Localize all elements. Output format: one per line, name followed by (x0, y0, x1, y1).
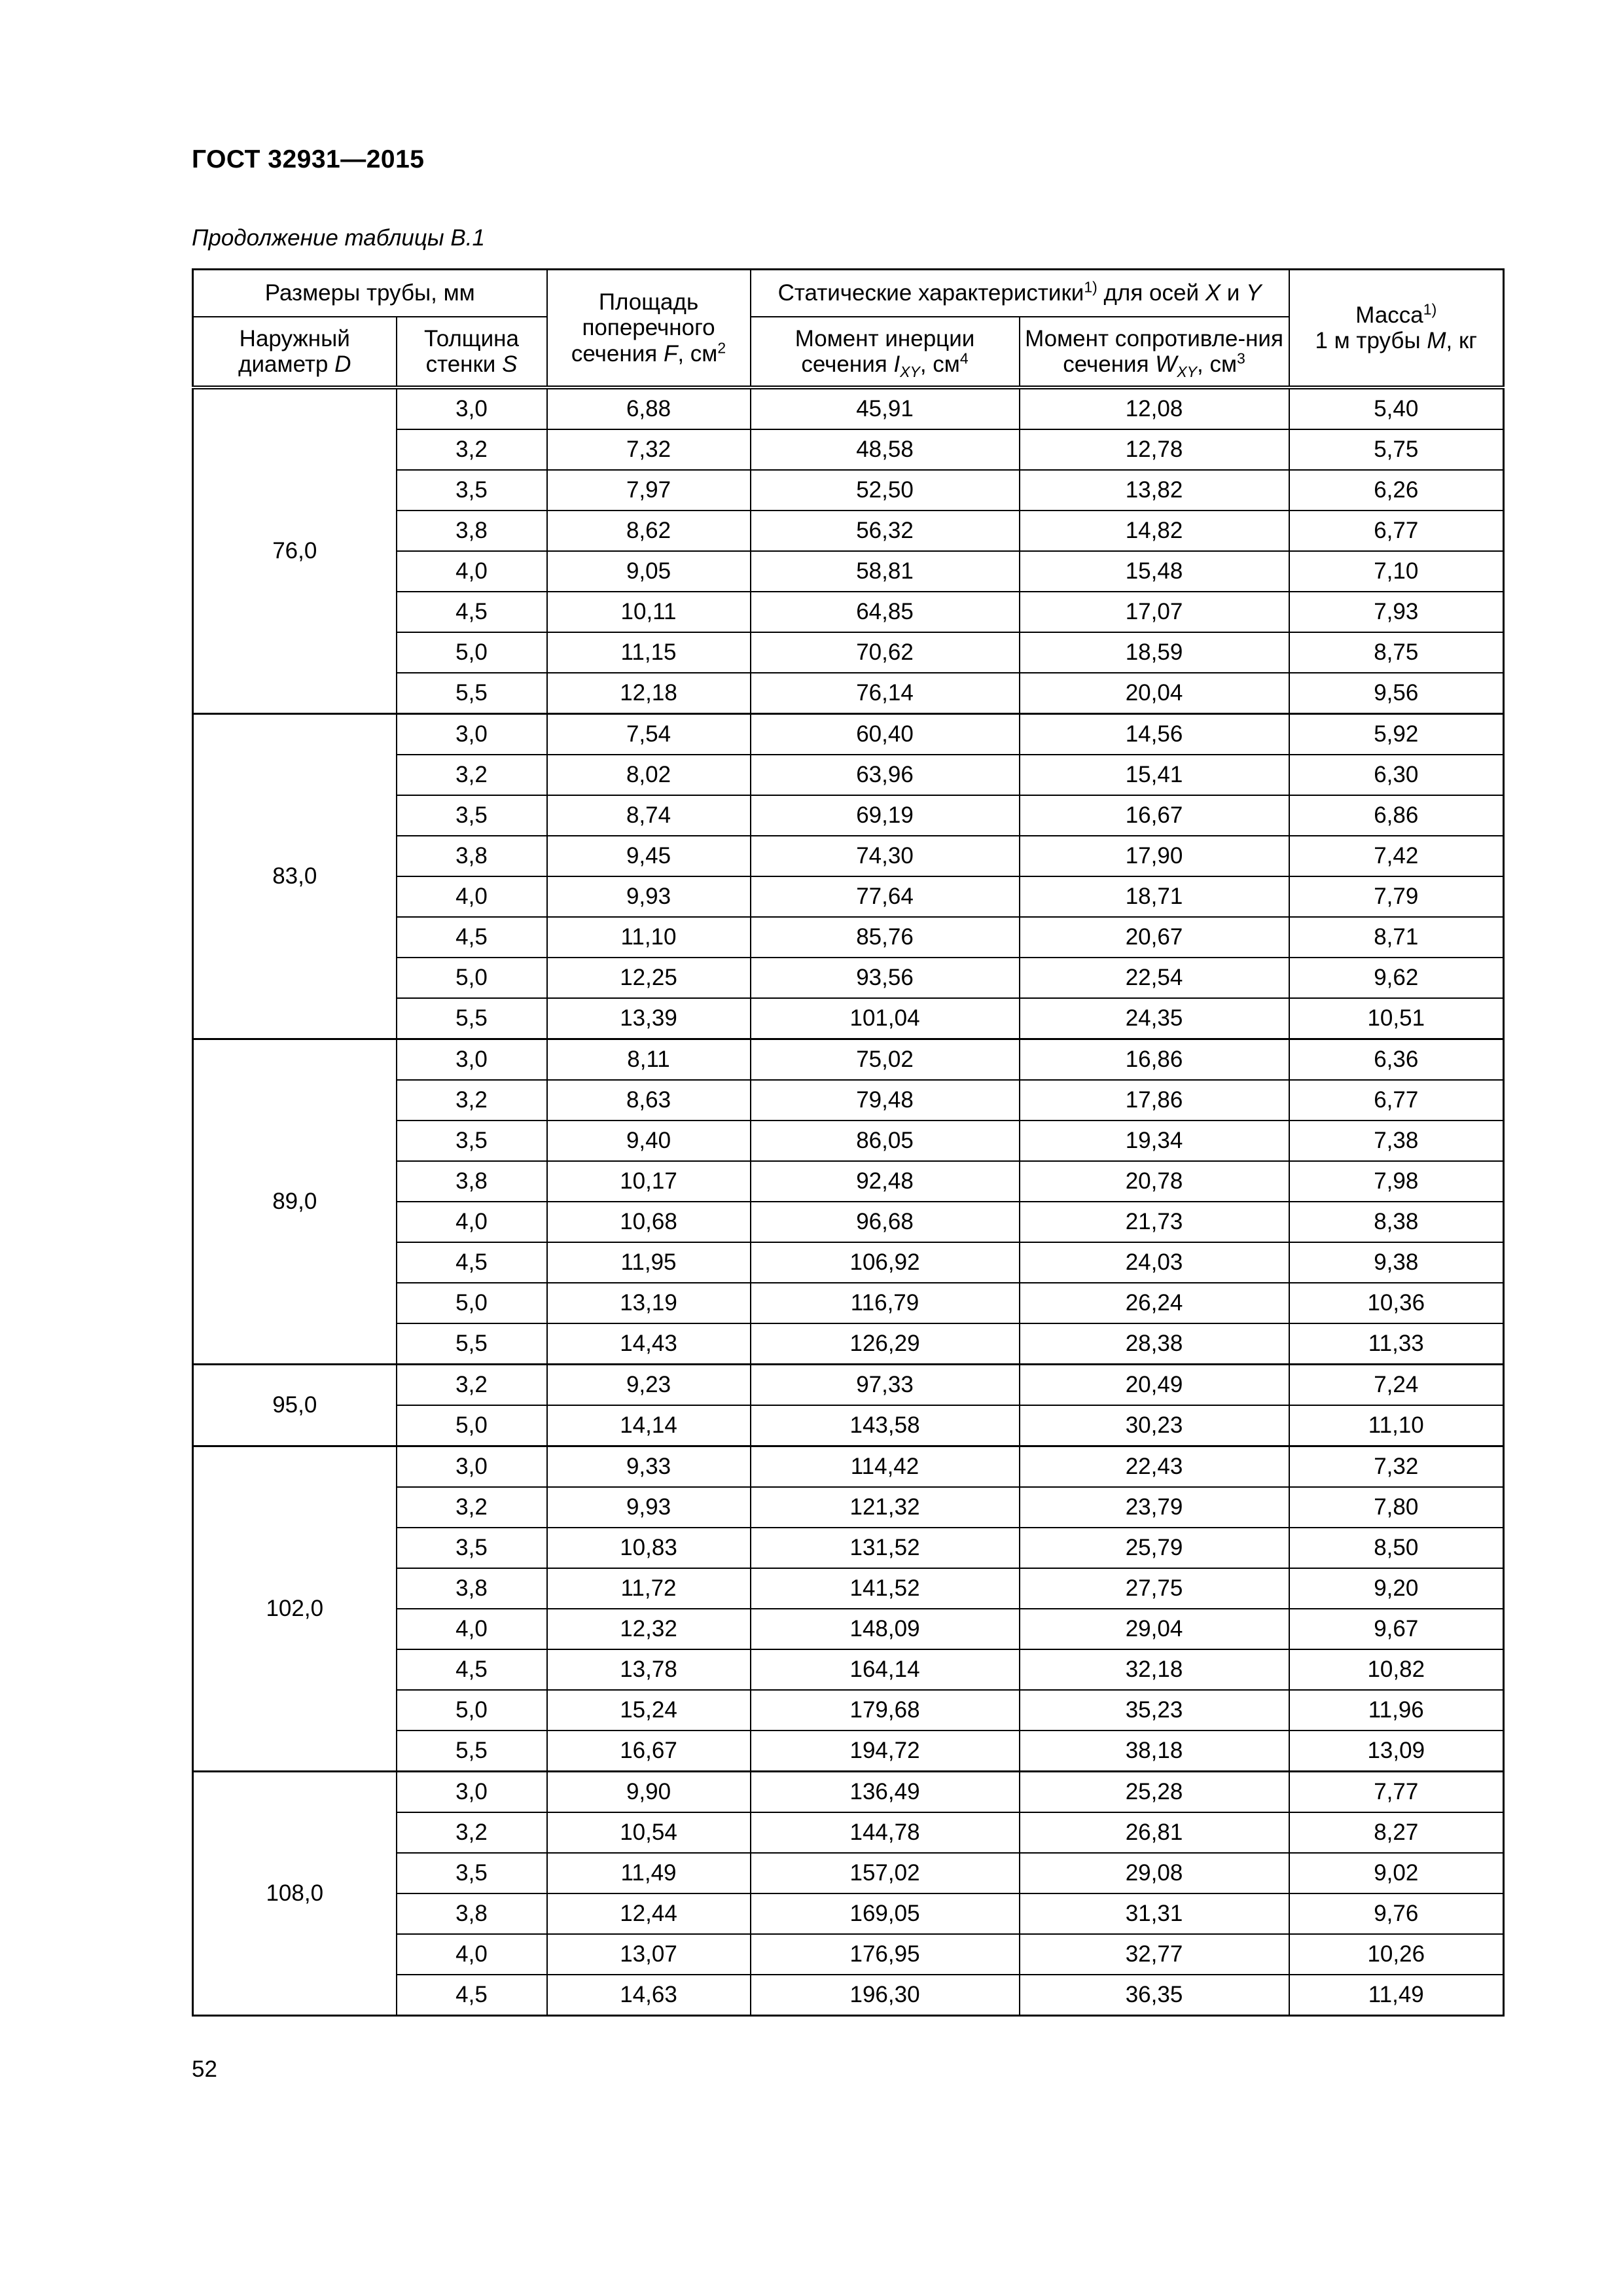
resistance-cell: 25,79 (1020, 1528, 1289, 1568)
area-cell: 8,62 (547, 511, 751, 551)
inertia-cell: 126,29 (751, 1323, 1020, 1365)
area-cell: 10,83 (547, 1528, 751, 1568)
area-cell: 9,93 (547, 876, 751, 917)
resistance-cell: 32,18 (1020, 1649, 1289, 1690)
area-cell: 11,49 (547, 1853, 751, 1893)
mass-cell: 9,62 (1289, 958, 1504, 998)
table-caption: Продолжение таблицы В.1 (192, 225, 485, 251)
inertia-cell: 58,81 (751, 551, 1020, 592)
wall-thickness-cell: 5,0 (397, 958, 547, 998)
inertia-cell: 116,79 (751, 1283, 1020, 1323)
wall-thickness-cell: 4,0 (397, 1609, 547, 1649)
mass-cell: 7,79 (1289, 876, 1504, 917)
wall-thickness-cell: 4,5 (397, 917, 547, 958)
inertia-cell: 97,33 (751, 1365, 1020, 1406)
header-pipe-sizes: Размеры трубы, мм (193, 270, 547, 317)
mass-cell: 9,02 (1289, 1853, 1504, 1893)
resistance-cell: 17,90 (1020, 836, 1289, 876)
resistance-cell: 14,56 (1020, 714, 1289, 755)
mass-cell: 10,51 (1289, 998, 1504, 1039)
inertia-cell: 56,32 (751, 511, 1020, 551)
header-resistance-subscript: XY (1177, 363, 1198, 380)
mass-cell: 5,75 (1289, 429, 1504, 470)
header-inertia-subscript: XY (900, 363, 920, 380)
resistance-cell: 20,78 (1020, 1161, 1289, 1202)
wall-thickness-cell: 3,8 (397, 1568, 547, 1609)
header-wall-thickness-symbol: S (502, 351, 518, 377)
resistance-cell: 25,28 (1020, 1772, 1289, 1813)
inertia-cell: 121,32 (751, 1487, 1020, 1528)
header-static-y: Y (1246, 280, 1262, 306)
mass-cell: 7,24 (1289, 1365, 1504, 1406)
header-mass-prefix: 1 м трубы (1315, 328, 1421, 353)
resistance-cell: 22,54 (1020, 958, 1289, 998)
header-mass-symbol: M (1427, 328, 1446, 353)
area-cell: 11,15 (547, 632, 751, 673)
header-inertia-unit: , см (919, 351, 960, 377)
area-cell: 11,10 (547, 917, 751, 958)
header-wall-thickness (397, 317, 547, 387)
outer-diameter-cell: 83,0 (193, 714, 397, 1039)
header-resistance-prefix: Момент сопротивле-ния сечения (1025, 325, 1283, 377)
mass-cell: 8,27 (1289, 1812, 1504, 1853)
inertia-cell: 60,40 (751, 714, 1020, 755)
wall-thickness-cell: 4,5 (397, 1242, 547, 1283)
area-cell: 13,78 (547, 1649, 751, 1690)
wall-thickness-cell: 3,0 (397, 1772, 547, 1813)
header-outer-diameter-symbol: D (334, 351, 351, 377)
area-cell: 12,44 (547, 1893, 751, 1934)
resistance-cell: 29,04 (1020, 1609, 1289, 1649)
wall-thickness-cell: 5,0 (397, 632, 547, 673)
pipe-properties-table (192, 268, 1505, 2017)
wall-thickness-cell: 3,0 (397, 1446, 547, 1488)
area-cell: 13,39 (547, 998, 751, 1039)
inertia-cell: 64,85 (751, 592, 1020, 632)
resistance-cell: 26,81 (1020, 1812, 1289, 1853)
inertia-cell: 75,02 (751, 1039, 1020, 1081)
mass-cell: 6,77 (1289, 1080, 1504, 1121)
header-static-and: и (1221, 280, 1247, 306)
mass-cell: 11,33 (1289, 1323, 1504, 1365)
wall-thickness-cell: 3,2 (397, 1365, 547, 1406)
header-resistance-symbol: W (1155, 351, 1177, 377)
mass-cell: 13,09 (1289, 1731, 1504, 1772)
inertia-cell: 74,30 (751, 836, 1020, 876)
resistance-cell: 31,31 (1020, 1893, 1289, 1934)
inertia-cell: 96,68 (751, 1202, 1020, 1242)
inertia-cell: 196,30 (751, 1975, 1020, 2016)
resistance-cell: 24,35 (1020, 998, 1289, 1039)
area-cell: 8,63 (547, 1080, 751, 1121)
wall-thickness-cell: 4,0 (397, 1934, 547, 1975)
mass-cell: 7,80 (1289, 1487, 1504, 1528)
area-cell: 6,88 (547, 387, 751, 429)
inertia-cell: 76,14 (751, 673, 1020, 714)
inertia-cell: 48,58 (751, 429, 1020, 470)
inertia-cell: 169,05 (751, 1893, 1020, 1934)
area-cell: 14,63 (547, 1975, 751, 2016)
area-cell: 12,32 (547, 1609, 751, 1649)
mass-cell: 8,38 (1289, 1202, 1504, 1242)
mass-cell: 7,32 (1289, 1446, 1504, 1488)
header-resistance-unit: , см (1197, 351, 1238, 377)
table-row (193, 1772, 1504, 1813)
outer-diameter-cell: 95,0 (193, 1365, 397, 1446)
mass-cell: 11,49 (1289, 1975, 1504, 2016)
resistance-cell: 38,18 (1020, 1731, 1289, 1772)
mass-cell: 9,67 (1289, 1609, 1504, 1649)
header-static-characteristics (751, 270, 1289, 317)
resistance-cell: 14,82 (1020, 511, 1289, 551)
table-row (193, 387, 1504, 429)
inertia-cell: 45,91 (751, 387, 1020, 429)
area-cell: 7,97 (547, 470, 751, 511)
area-cell: 8,02 (547, 755, 751, 795)
area-cell: 11,72 (547, 1568, 751, 1609)
wall-thickness-cell: 4,0 (397, 1202, 547, 1242)
resistance-cell: 13,82 (1020, 470, 1289, 511)
wall-thickness-cell: 3,5 (397, 795, 547, 836)
wall-thickness-cell: 3,5 (397, 470, 547, 511)
mass-cell: 6,26 (1289, 470, 1504, 511)
inertia-cell: 194,72 (751, 1731, 1020, 1772)
inertia-cell: 144,78 (751, 1812, 1020, 1853)
table-row (193, 1039, 1504, 1081)
wall-thickness-cell: 5,5 (397, 998, 547, 1039)
mass-cell: 6,86 (1289, 795, 1504, 836)
resistance-cell: 20,04 (1020, 673, 1289, 714)
wall-thickness-cell: 4,5 (397, 1975, 547, 2016)
wall-thickness-cell: 3,8 (397, 836, 547, 876)
mass-cell: 7,98 (1289, 1161, 1504, 1202)
outer-diameter-cell: 108,0 (193, 1772, 397, 2016)
wall-thickness-cell: 3,2 (397, 1487, 547, 1528)
inertia-cell: 69,19 (751, 795, 1020, 836)
table-row (193, 1365, 1504, 1406)
header-area-exponent: 2 (717, 338, 726, 356)
area-cell: 9,45 (547, 836, 751, 876)
wall-thickness-cell: 3,5 (397, 1853, 547, 1893)
area-cell: 11,95 (547, 1242, 751, 1283)
area-cell: 14,14 (547, 1405, 751, 1446)
wall-thickness-cell: 3,2 (397, 1080, 547, 1121)
inertia-cell: 93,56 (751, 958, 1020, 998)
wall-thickness-cell: 5,5 (397, 1731, 547, 1772)
resistance-cell: 18,59 (1020, 632, 1289, 673)
inertia-cell: 143,58 (751, 1405, 1020, 1446)
wall-thickness-cell: 3,5 (397, 1528, 547, 1568)
wall-thickness-cell: 3,2 (397, 1812, 547, 1853)
header-outer-diameter (193, 317, 397, 387)
resistance-cell: 30,23 (1020, 1405, 1289, 1446)
header-inertia-prefix: Момент инерции сечения (794, 325, 975, 377)
area-cell: 9,33 (547, 1446, 751, 1488)
inertia-cell: 101,04 (751, 998, 1020, 1039)
inertia-cell: 141,52 (751, 1568, 1020, 1609)
area-cell: 10,11 (547, 592, 751, 632)
header-inertia-symbol: I (893, 351, 901, 377)
table-body (193, 387, 1504, 2016)
mass-cell: 9,56 (1289, 673, 1504, 714)
area-cell: 13,19 (547, 1283, 751, 1323)
resistance-cell: 18,71 (1020, 876, 1289, 917)
wall-thickness-cell: 3,0 (397, 1039, 547, 1081)
wall-thickness-cell: 5,5 (397, 673, 547, 714)
mass-cell: 5,40 (1289, 387, 1504, 429)
resistance-cell: 29,08 (1020, 1853, 1289, 1893)
header-resistance-exponent: 3 (1237, 350, 1245, 367)
mass-cell: 8,75 (1289, 632, 1504, 673)
area-cell: 9,05 (547, 551, 751, 592)
inertia-cell: 114,42 (751, 1446, 1020, 1488)
wall-thickness-cell: 4,5 (397, 1649, 547, 1690)
mass-cell: 8,50 (1289, 1528, 1504, 1568)
inertia-cell: 136,49 (751, 1772, 1020, 1813)
area-cell: 8,74 (547, 795, 751, 836)
wall-thickness-cell: 3,8 (397, 1893, 547, 1934)
header-static-footnote: 1) (1084, 278, 1097, 296)
mass-cell: 9,76 (1289, 1893, 1504, 1934)
resistance-cell: 27,75 (1020, 1568, 1289, 1609)
inertia-cell: 86,05 (751, 1121, 1020, 1161)
inertia-cell: 85,76 (751, 917, 1020, 958)
resistance-cell: 20,67 (1020, 917, 1289, 958)
inertia-cell: 92,48 (751, 1161, 1020, 1202)
resistance-cell: 20,49 (1020, 1365, 1289, 1406)
inertia-cell: 79,48 (751, 1080, 1020, 1121)
header-static-mid: для осей (1097, 280, 1205, 306)
area-cell: 10,54 (547, 1812, 751, 1853)
header-area-prefix: Площадь поперечного сечения (571, 289, 715, 367)
area-cell: 7,32 (547, 429, 751, 470)
resistance-cell: 22,43 (1020, 1446, 1289, 1488)
wall-thickness-cell: 3,2 (397, 755, 547, 795)
mass-cell: 10,82 (1289, 1649, 1504, 1690)
header-inertia (751, 317, 1020, 387)
resistance-cell: 16,67 (1020, 795, 1289, 836)
wall-thickness-cell: 4,5 (397, 592, 547, 632)
resistance-cell: 28,38 (1020, 1323, 1289, 1365)
inertia-cell: 131,52 (751, 1528, 1020, 1568)
area-cell: 15,24 (547, 1690, 751, 1731)
header-inertia-exponent: 4 (959, 350, 969, 367)
mass-cell: 6,36 (1289, 1039, 1504, 1081)
wall-thickness-cell: 5,0 (397, 1283, 547, 1323)
resistance-cell: 12,08 (1020, 387, 1289, 429)
area-cell: 12,25 (547, 958, 751, 998)
header-mass-label: Масса (1355, 302, 1423, 328)
inertia-cell: 176,95 (751, 1934, 1020, 1975)
area-cell: 9,40 (547, 1121, 751, 1161)
header-static-x: X (1205, 280, 1221, 306)
header-wall-thickness-label: Толщина стенки (424, 325, 519, 377)
inertia-cell: 63,96 (751, 755, 1020, 795)
inertia-cell: 52,50 (751, 470, 1020, 511)
inertia-cell: 179,68 (751, 1690, 1020, 1731)
header-outer-diameter-label: Наружный диаметр (238, 325, 350, 377)
area-cell: 10,68 (547, 1202, 751, 1242)
mass-cell: 10,36 (1289, 1283, 1504, 1323)
inertia-cell: 77,64 (751, 876, 1020, 917)
mass-cell: 5,92 (1289, 714, 1504, 755)
header-area (547, 270, 751, 388)
wall-thickness-cell: 3,8 (397, 1161, 547, 1202)
resistance-cell: 15,48 (1020, 551, 1289, 592)
mass-cell: 11,96 (1289, 1690, 1504, 1731)
area-cell: 13,07 (547, 1934, 751, 1975)
inertia-cell: 70,62 (751, 632, 1020, 673)
resistance-cell: 12,78 (1020, 429, 1289, 470)
area-cell: 12,18 (547, 673, 751, 714)
wall-thickness-cell: 3,2 (397, 429, 547, 470)
resistance-cell: 32,77 (1020, 1934, 1289, 1975)
header-resistance (1020, 317, 1289, 387)
resistance-cell: 36,35 (1020, 1975, 1289, 2016)
mass-cell: 7,38 (1289, 1121, 1504, 1161)
header-mass-footnote: 1) (1423, 300, 1437, 318)
resistance-cell: 17,86 (1020, 1080, 1289, 1121)
inertia-cell: 106,92 (751, 1242, 1020, 1283)
resistance-cell: 35,23 (1020, 1690, 1289, 1731)
mass-cell: 7,93 (1289, 592, 1504, 632)
mass-cell: 6,77 (1289, 511, 1504, 551)
wall-thickness-cell: 3,8 (397, 511, 547, 551)
header-mass-unit: , кг (1446, 328, 1478, 353)
mass-cell: 11,10 (1289, 1405, 1504, 1446)
resistance-cell: 15,41 (1020, 755, 1289, 795)
header-area-unit: , см (677, 340, 718, 367)
header-static-prefix: Статические характеристики (777, 280, 1084, 306)
resistance-cell: 17,07 (1020, 592, 1289, 632)
mass-cell: 7,42 (1289, 836, 1504, 876)
mass-cell: 10,26 (1289, 1934, 1504, 1975)
mass-cell: 8,71 (1289, 917, 1504, 958)
header-mass (1289, 270, 1504, 388)
outer-diameter-cell: 89,0 (193, 1039, 397, 1365)
resistance-cell: 24,03 (1020, 1242, 1289, 1283)
header-area-symbol: F (663, 340, 678, 367)
area-cell: 10,17 (547, 1161, 751, 1202)
area-cell: 9,90 (547, 1772, 751, 1813)
area-cell: 7,54 (547, 714, 751, 755)
page-number: 52 (192, 2056, 217, 2082)
inertia-cell: 164,14 (751, 1649, 1020, 1690)
mass-cell: 6,30 (1289, 755, 1504, 795)
mass-cell: 7,77 (1289, 1772, 1504, 1813)
resistance-cell: 21,73 (1020, 1202, 1289, 1242)
mass-cell: 9,20 (1289, 1568, 1504, 1609)
resistance-cell: 16,86 (1020, 1039, 1289, 1081)
table-row (193, 714, 1504, 755)
table-row (193, 1446, 1504, 1488)
resistance-cell: 23,79 (1020, 1487, 1289, 1528)
wall-thickness-cell: 5,0 (397, 1690, 547, 1731)
document-title: ГОСТ 32931—2015 (192, 145, 425, 173)
inertia-cell: 148,09 (751, 1609, 1020, 1649)
wall-thickness-cell: 5,0 (397, 1405, 547, 1446)
inertia-cell: 157,02 (751, 1853, 1020, 1893)
wall-thickness-cell: 3,0 (397, 714, 547, 755)
wall-thickness-cell: 3,5 (397, 1121, 547, 1161)
area-cell: 8,11 (547, 1039, 751, 1081)
area-cell: 9,23 (547, 1365, 751, 1406)
header-row-1 (193, 270, 1504, 317)
outer-diameter-cell: 76,0 (193, 387, 397, 714)
outer-diameter-cell: 102,0 (193, 1446, 397, 1772)
mass-cell: 9,38 (1289, 1242, 1504, 1283)
resistance-cell: 19,34 (1020, 1121, 1289, 1161)
mass-cell: 7,10 (1289, 551, 1504, 592)
area-cell: 14,43 (547, 1323, 751, 1365)
wall-thickness-cell: 4,0 (397, 551, 547, 592)
wall-thickness-cell: 4,0 (397, 876, 547, 917)
area-cell: 16,67 (547, 1731, 751, 1772)
wall-thickness-cell: 5,5 (397, 1323, 547, 1365)
area-cell: 9,93 (547, 1487, 751, 1528)
resistance-cell: 26,24 (1020, 1283, 1289, 1323)
wall-thickness-cell: 3,0 (397, 387, 547, 429)
